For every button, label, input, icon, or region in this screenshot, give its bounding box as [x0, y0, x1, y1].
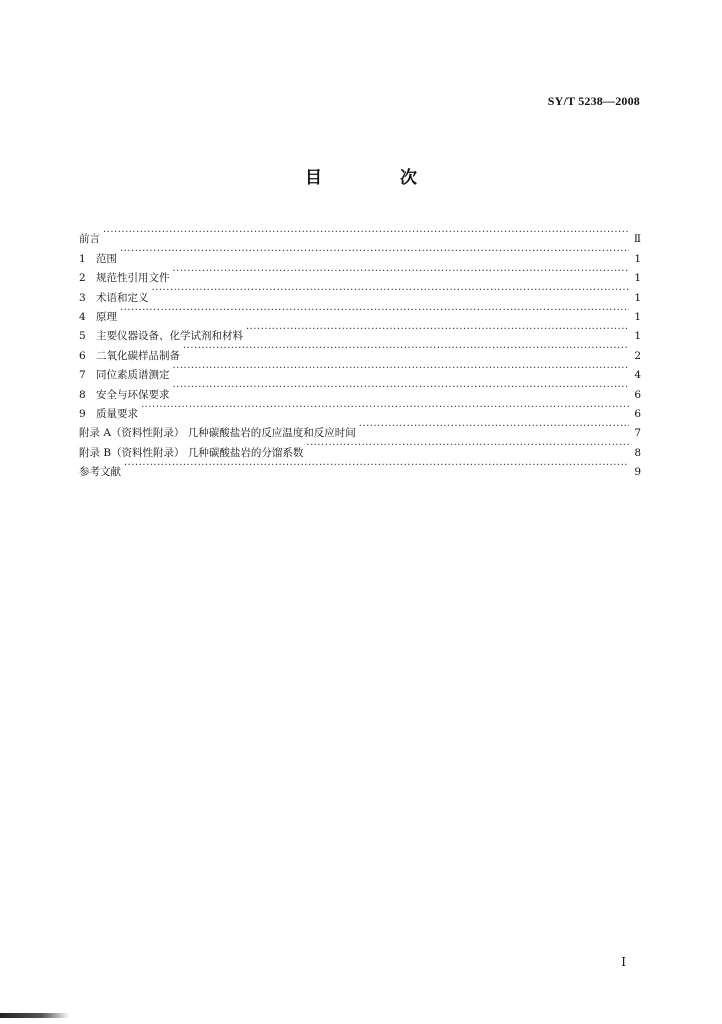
standard-code: SY/T 5238—2008: [547, 94, 640, 108]
toc-entry-number: 6: [79, 349, 86, 362]
toc-entry-label: 质量要求: [96, 407, 138, 420]
toc-leader-dots: [173, 262, 630, 281]
toc-title: 目 次: [305, 168, 453, 188]
toc-entry-label: 前言: [79, 233, 100, 246]
toc-leader-dots: [183, 339, 629, 358]
toc-entry-page: 7: [634, 427, 641, 440]
toc-entry-label: 原理: [96, 310, 117, 323]
toc-entry-label: 安全与环保要求: [96, 388, 170, 401]
toc-entry-number: 5: [79, 330, 86, 343]
toc-entry-number: 1: [79, 252, 86, 265]
toc-leader-dots: [173, 359, 630, 378]
toc-entry-page: 1: [634, 291, 641, 304]
toc-entry-label: 主要仪器设备、化学试剂和材料: [96, 330, 243, 343]
scan-edge-mark: [0, 1013, 70, 1018]
toc-entry-references[interactable]: [79, 456, 641, 479]
toc-entry-page: 1: [634, 330, 641, 343]
toc-entry-page: 1: [634, 252, 641, 265]
toc-entry-4[interactable]: [79, 301, 641, 323]
toc-entry-appendix-a[interactable]: [79, 417, 641, 440]
toc-entry-label: 同位素质谱测定: [96, 369, 170, 382]
toc-entry-label: 二氧化碳样品制备: [96, 349, 180, 362]
toc-entry-number: 4: [79, 310, 86, 323]
toc-leader-dots: [152, 281, 630, 300]
toc-entry-label: 参考文献: [79, 466, 121, 479]
toc-leader-dots: [124, 456, 629, 475]
toc-entry-number: 8: [79, 388, 86, 401]
toc-entry-number: 3: [79, 291, 86, 304]
toc-entry-5[interactable]: [79, 320, 641, 343]
toc-entry-label: 规范性引用文件: [96, 272, 170, 285]
toc-entry-page: 8: [634, 446, 641, 459]
toc-entry-1[interactable]: [79, 242, 641, 265]
toc-entry-label: 术语和定义: [96, 291, 149, 304]
toc-leader-dots: [103, 223, 629, 242]
toc-entry-page: 6: [634, 388, 641, 401]
toc-entry-page: 2: [634, 349, 641, 362]
toc-entry-3[interactable]: [79, 281, 641, 304]
toc-entry-page: 1: [634, 310, 641, 323]
toc-leader-dots: [359, 417, 629, 436]
toc-entry-9[interactable]: [79, 398, 641, 420]
toc-leader-dots: [246, 320, 629, 339]
toc-leader-dots: [141, 398, 629, 417]
toc-entry-foreword[interactable]: [79, 223, 641, 246]
toc-entry-page: 1: [634, 272, 641, 285]
toc-entry-number: 2: [79, 272, 86, 285]
toc-entry-number: 9: [79, 407, 86, 420]
toc-leader-dots: [173, 378, 630, 397]
toc-entry-page: 9: [634, 466, 641, 479]
toc-entry-page: Ⅱ: [633, 233, 641, 246]
page-number: I: [621, 955, 626, 969]
toc-leader-dots: [306, 436, 629, 455]
toc-entry-label: 范围: [96, 252, 117, 265]
toc-leader-dots: [120, 242, 629, 261]
toc-entry-2[interactable]: [79, 262, 641, 285]
toc-entry-page: 4: [634, 369, 641, 382]
toc-leader-dots: [120, 301, 629, 320]
toc-entry-page: 6: [634, 407, 641, 420]
table-of-contents: [79, 223, 641, 479]
toc-entry-label: 附录 A（资料性附录） 几种碳酸盐岩的反应温度和反应时间: [79, 427, 356, 440]
toc-entry-number: 7: [79, 369, 86, 382]
toc-entry-label: 附录 B（资料性附录） 几种碳酸盐岩的分馏系数: [79, 446, 304, 459]
